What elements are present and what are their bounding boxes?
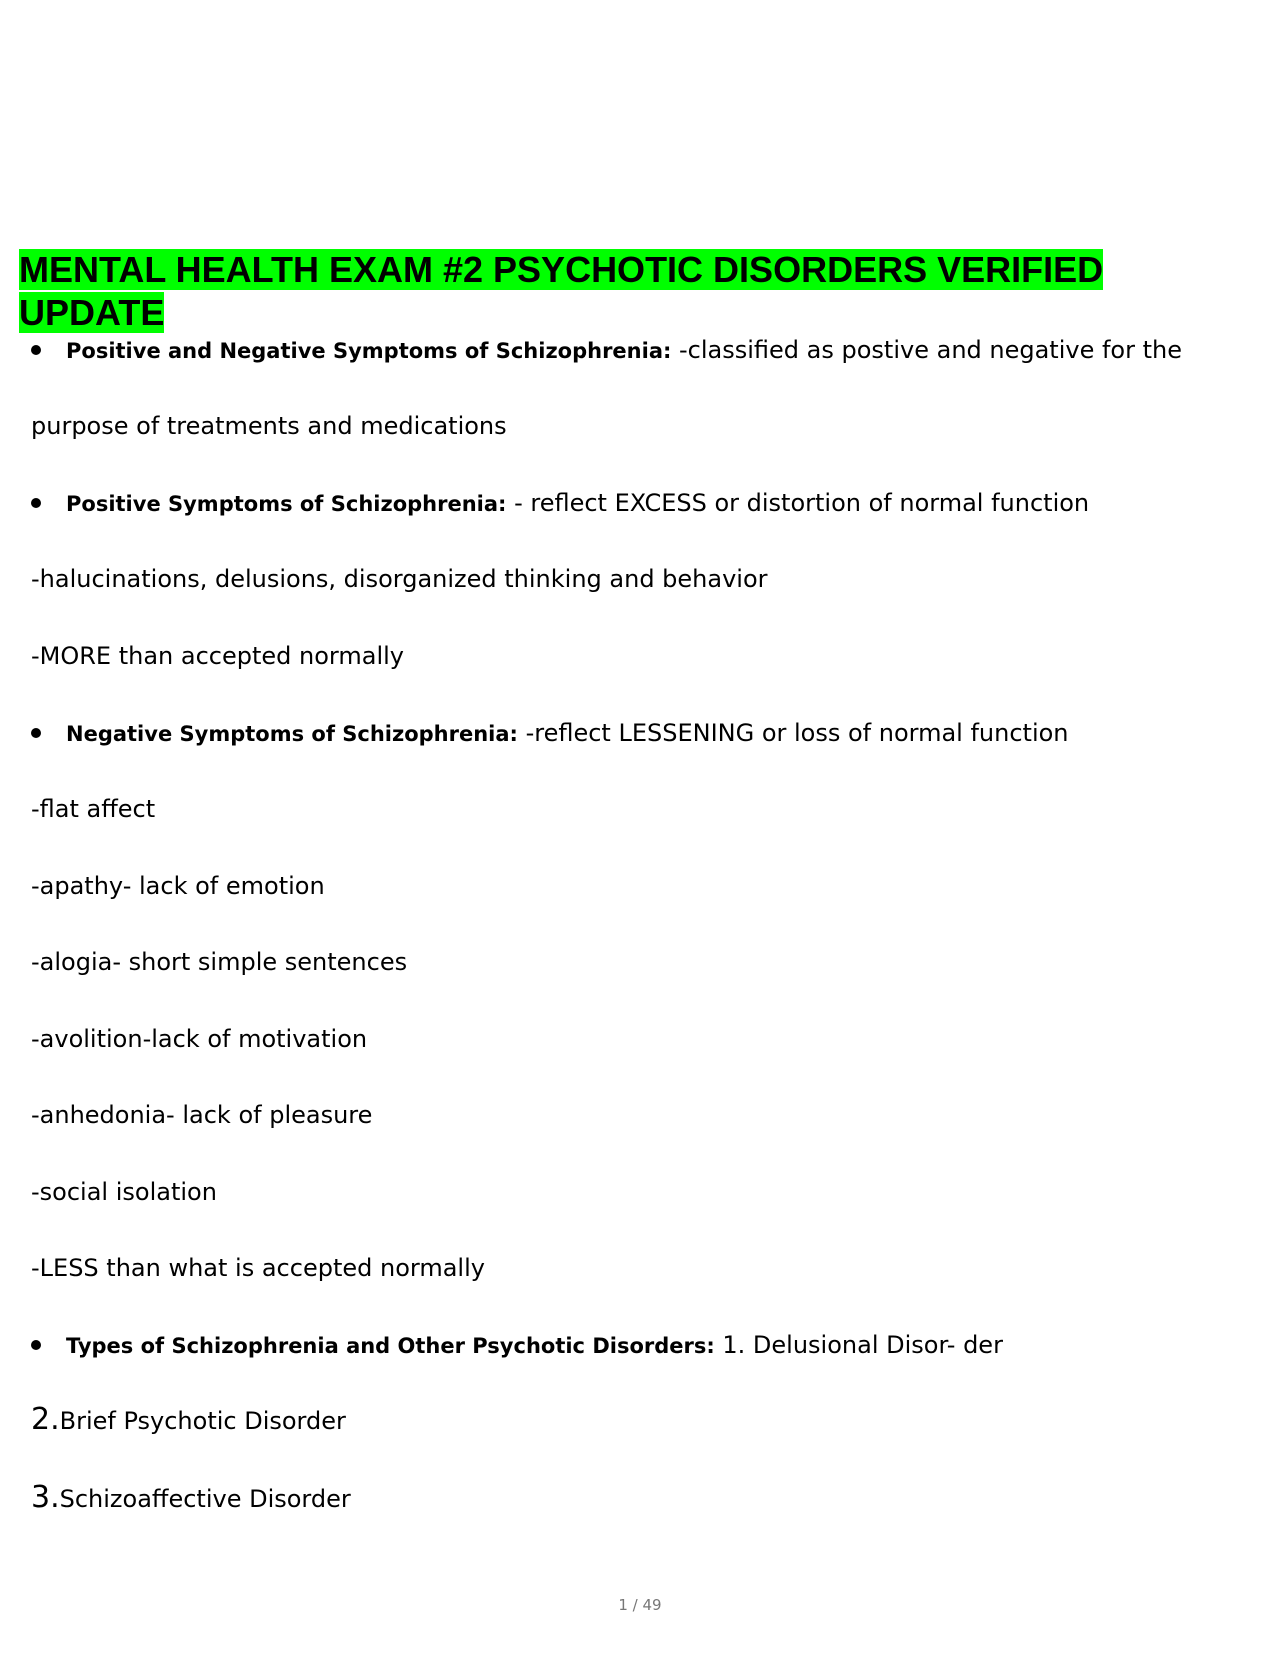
bullet-item [66,718,1069,749]
text-line: -avolition-lack of motivation [31,1025,368,1053]
bullet-icon [31,728,41,738]
text-line: -LESS than what is accepted normally [31,1254,485,1282]
item-text: Schizoaffective Disorder [59,1485,351,1513]
text-line: -anhedonia- lack of pleasure [31,1101,373,1129]
bullet-item [66,1330,1003,1361]
term-definition: - reflect EXCESS or distortion of normal function [506,489,1090,517]
text-line: -apathy- lack of emotion [31,872,325,900]
term-label: Negative Symptoms of Schizophrenia: [66,722,518,746]
numbered-item [31,1480,351,1515]
page-indicator: 1 / 49 [618,1596,662,1614]
bullet-item [66,488,1089,519]
text-line: -halucinations, delusions, disorganized thinking and behavior [31,565,768,593]
bullet-icon [31,345,41,355]
numbered-item [31,1402,346,1437]
item-text: Brief Psychotic Disorder [59,1407,346,1435]
term-definition: -classified as postive and negative for the [671,336,1182,364]
document-title-text: MENTAL HEALTH EXAM #2 PSYCHOTIC DISORDERS VERIFIED UPDATE [19,249,1104,333]
term-label: Positive Symptoms of Schizophrenia: [66,492,507,516]
text-line: -alogia- short simple sentences [31,948,408,976]
text-line: -flat affect [31,795,156,823]
text-line: -social isolation [31,1178,217,1206]
bullet-icon [31,498,41,508]
term-definition: -reflect LESSENING or loss of normal function [517,719,1069,747]
text-line: purpose of treatments and medications [31,412,507,440]
text-line: -MORE than accepted normally [31,642,404,670]
document-title [19,248,1219,334]
term-definition: 1. Delusional Disor- der [714,1331,1003,1359]
term-label: Types of Schizophrenia and Other Psychotic Disorders: [66,1334,715,1358]
item-number: 2. [31,1402,60,1437]
item-number: 3. [31,1480,60,1515]
term-label: Positive and Negative Symptoms of Schizophrenia: [66,339,672,363]
bullet-icon [31,1340,41,1350]
bullet-item [66,335,1182,366]
